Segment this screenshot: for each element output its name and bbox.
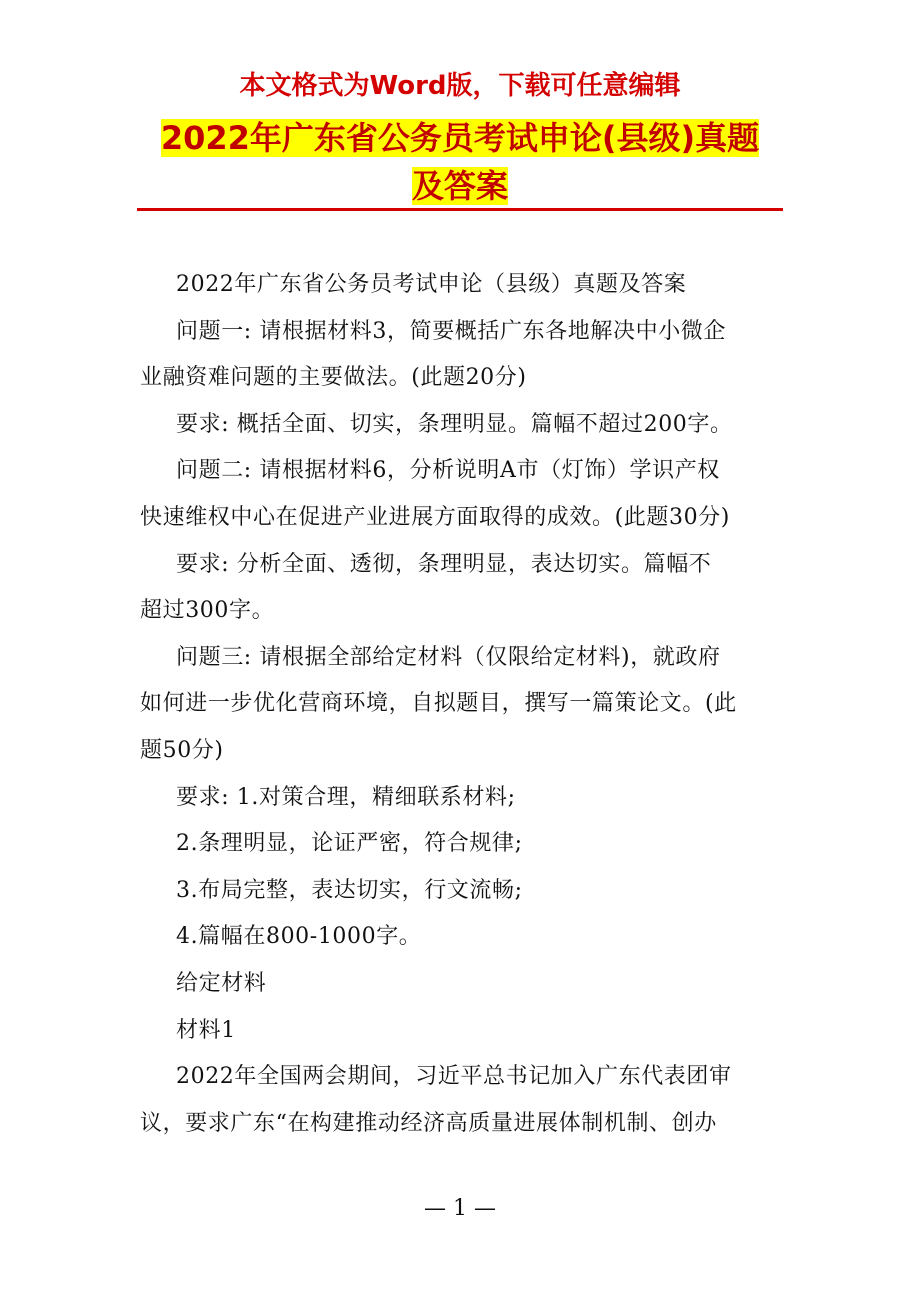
body-line: 问题二: 请根据材料6，分析说明A市（灯饰）学识产权 xyxy=(176,458,720,484)
body-line: 要求: 分析全面、透彻，条理明显，表达切实。篇幅不 xyxy=(176,551,712,577)
title-line-1: 2022年广东省公务员考试申论(县级)真题 xyxy=(160,119,760,157)
body-line: 业融资难问题的主要做法。(此题20分) xyxy=(140,365,527,391)
body-line: 2022年全国两会期间，习近平总书记加入广东代表团审 xyxy=(176,1064,732,1090)
body-line: 4.篇幅在800-1000字。 xyxy=(176,924,422,950)
body-line: 议，要求广东“在构建推动经济高质量进展体制机制、创办 xyxy=(140,1110,717,1136)
title-line-2: 及答案 xyxy=(411,167,508,205)
body-line: 3.布局完整，表达切实，行文流畅; xyxy=(176,877,523,903)
body-line: 2022年广东省公务员考试申论（县级）真题及答案 xyxy=(176,272,687,297)
body-line: 超过300字。 xyxy=(140,598,275,624)
title-divider xyxy=(137,208,783,211)
body-line: 题50分) xyxy=(140,737,224,763)
page-number: — 1 — xyxy=(424,1196,496,1221)
body-line: 2.条理明显，论证严密，符合规律; xyxy=(176,831,523,857)
document-title xyxy=(140,114,780,210)
format-notice: 本文格式为Word版，下载可任意编辑 xyxy=(239,71,681,101)
body-line: 要求: 1.对策合理，精细联系材料; xyxy=(176,784,516,810)
body-line: 材料1 xyxy=(176,1017,236,1043)
document-body xyxy=(140,262,780,1147)
body-line: 要求: 概括全面、切实，条理明显。篇幅不超过200字。 xyxy=(176,411,733,437)
body-line: 如何进一步优化营商环境，自拟题目，撰写一篇策论文。(此 xyxy=(140,691,737,717)
body-line: 问题三: 请根据全部给定材料（仅限给定材料)，就政府 xyxy=(176,644,721,670)
body-line: 问题一: 请根据材料3，简要概括广东各地解决中小微企 xyxy=(176,318,727,344)
body-line: 给定材料 xyxy=(176,970,267,996)
body-line: 快速维权中心在促进产业进展方面取得的成效。(此题30分) xyxy=(140,504,730,530)
